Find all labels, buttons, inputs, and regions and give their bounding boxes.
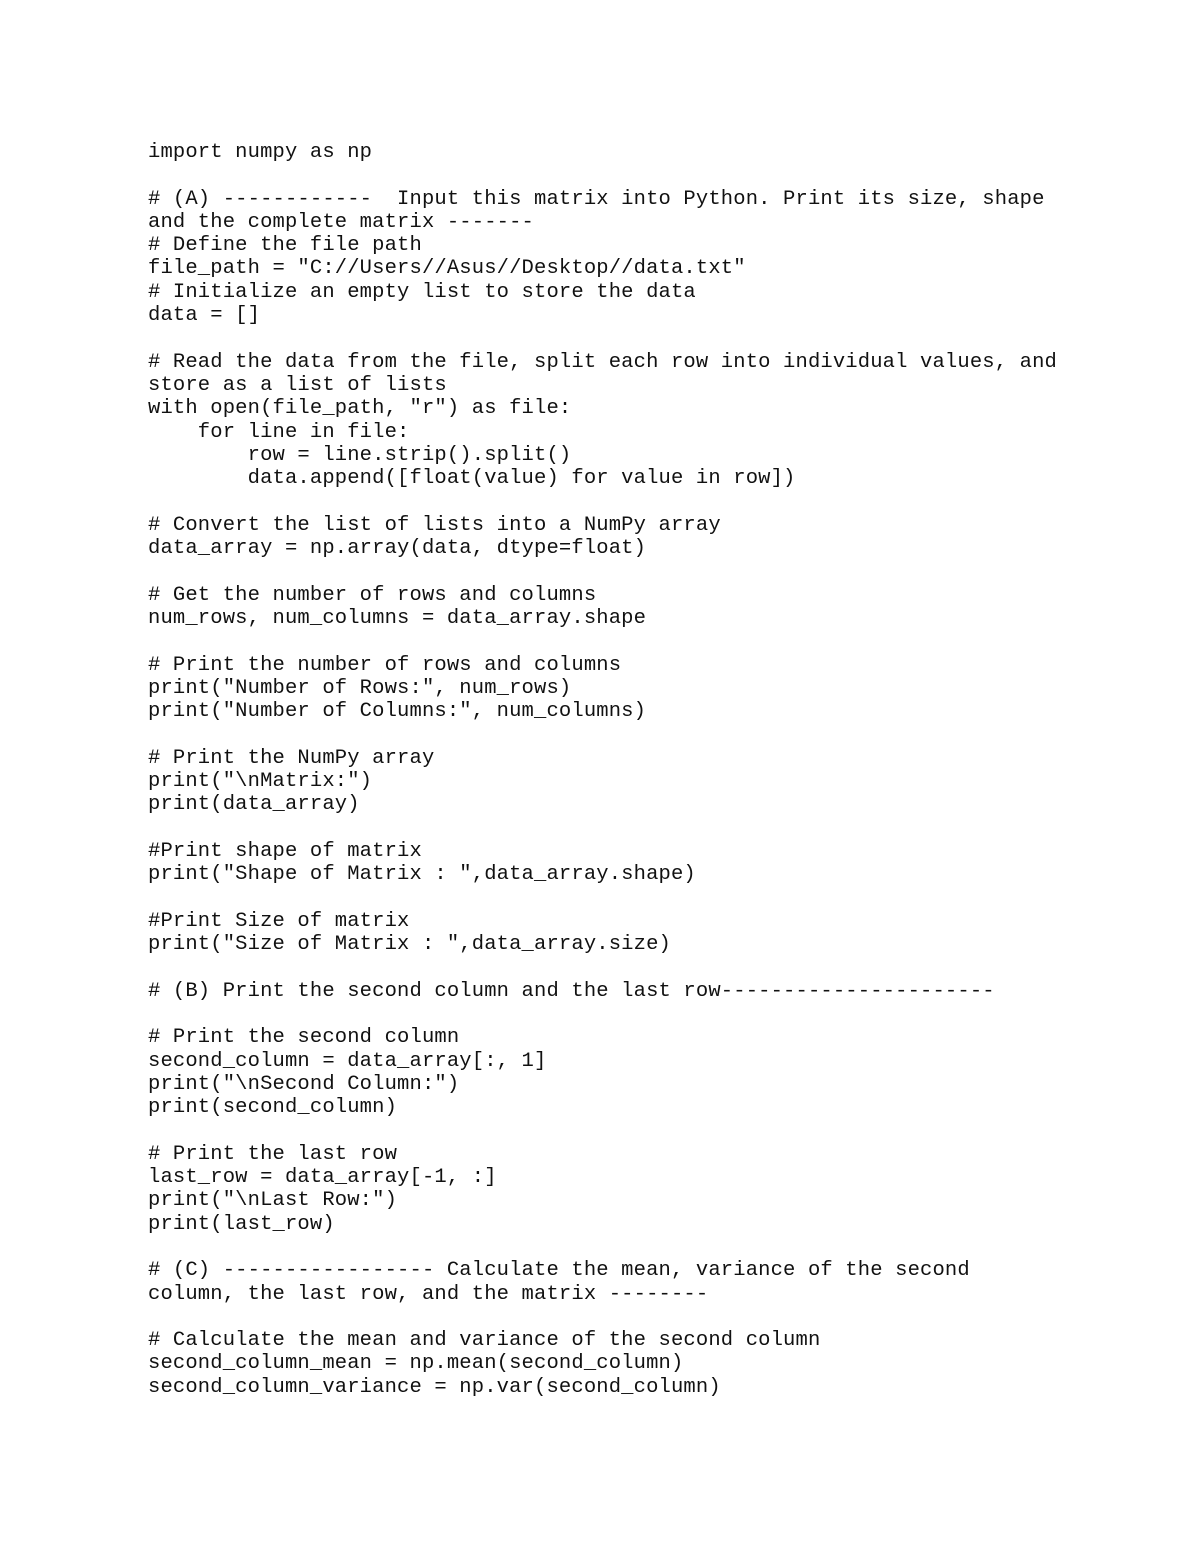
code-line: # (A) ------------ Input this matrix into Python. Print its size, shape: [148, 187, 1045, 211]
code-line: [148, 723, 1158, 746]
code-line: [148, 1119, 1158, 1142]
code-line: print(data_array): [148, 793, 360, 817]
code-line: [148, 1236, 1158, 1259]
code-line: data_array = np.array(data, dtype=float): [148, 537, 647, 561]
code-line: print("\nSecond Column:"): [148, 1072, 460, 1096]
code-line: # Print the second column: [148, 1026, 460, 1050]
code-line: column, the last row, and the matrix --------: [148, 1282, 709, 1306]
code-line: store as a list of lists: [148, 373, 447, 397]
code-line: [148, 560, 1158, 583]
code-line: print("\nMatrix:"): [148, 770, 373, 794]
code-line: [148, 1003, 1158, 1026]
code-line: # Define the file path: [148, 234, 422, 258]
code-listing: [148, 141, 1158, 1399]
code-line: [148, 164, 1158, 187]
code-line: print(second_column): [148, 1096, 398, 1120]
code-line: with open(file_path, "r") as file:: [148, 397, 572, 421]
code-line: #Print Size of matrix: [148, 909, 410, 933]
code-line: [148, 1306, 1158, 1329]
code-line: [148, 630, 1158, 653]
code-line: [148, 887, 1158, 910]
code-line: and the complete matrix -------: [148, 210, 535, 234]
code-line: # Print the last row: [148, 1142, 398, 1166]
code-line: # Get the number of rows and columns: [148, 583, 597, 607]
code-line: print("Shape of Matrix : ",data_array.shape): [148, 863, 696, 887]
code-line: [148, 327, 1158, 350]
code-line: file_path = "C://Users//Asus//Desktop//data.txt": [148, 257, 746, 281]
code-line: [148, 817, 1158, 840]
code-line: #Print shape of matrix: [148, 839, 422, 863]
code-line: second_column_variance = np.var(second_column): [148, 1375, 721, 1399]
code-line: print(last_row): [148, 1212, 335, 1236]
code-line: for line in file:: [148, 420, 410, 444]
code-line: # Calculate the mean and variance of the second column: [148, 1329, 821, 1353]
code-line: row = line.strip().split(): [148, 443, 572, 467]
code-line: # Initialize an empty list to store the data: [148, 280, 696, 304]
code-line: # Print the NumPy array: [148, 746, 435, 770]
code-line: second_column_mean = np.mean(second_column): [148, 1352, 684, 1376]
code-line: # (C) ----------------- Calculate the mean, variance of the second: [148, 1259, 970, 1283]
code-line: [148, 956, 1158, 979]
code-line: # Convert the list of lists into a NumPy array: [148, 513, 721, 537]
code-line: second_column = data_array[:, 1]: [148, 1049, 547, 1073]
code-line: data.append([float(value) for value in row]): [148, 467, 796, 491]
code-line: import numpy as np: [148, 141, 373, 164]
code-line: # (B) Print the second column and the last row----------------------: [148, 979, 995, 1003]
code-line: data = []: [148, 304, 261, 328]
code-line: # Read the data from the file, split each row into individual values, and: [148, 350, 1057, 374]
code-line: [148, 490, 1158, 513]
code-line: last_row = data_array[-1, :]: [148, 1166, 497, 1190]
code-line: num_rows, num_columns = data_array.shape: [148, 606, 647, 630]
code-line: print("Size of Matrix : ",data_array.size): [148, 933, 671, 957]
code-line: # Print the number of rows and columns: [148, 653, 622, 677]
code-line: print("Number of Columns:", num_columns): [148, 700, 647, 724]
code-line: print("\nLast Row:"): [148, 1189, 398, 1213]
code-line: print("Number of Rows:", num_rows): [148, 676, 572, 700]
